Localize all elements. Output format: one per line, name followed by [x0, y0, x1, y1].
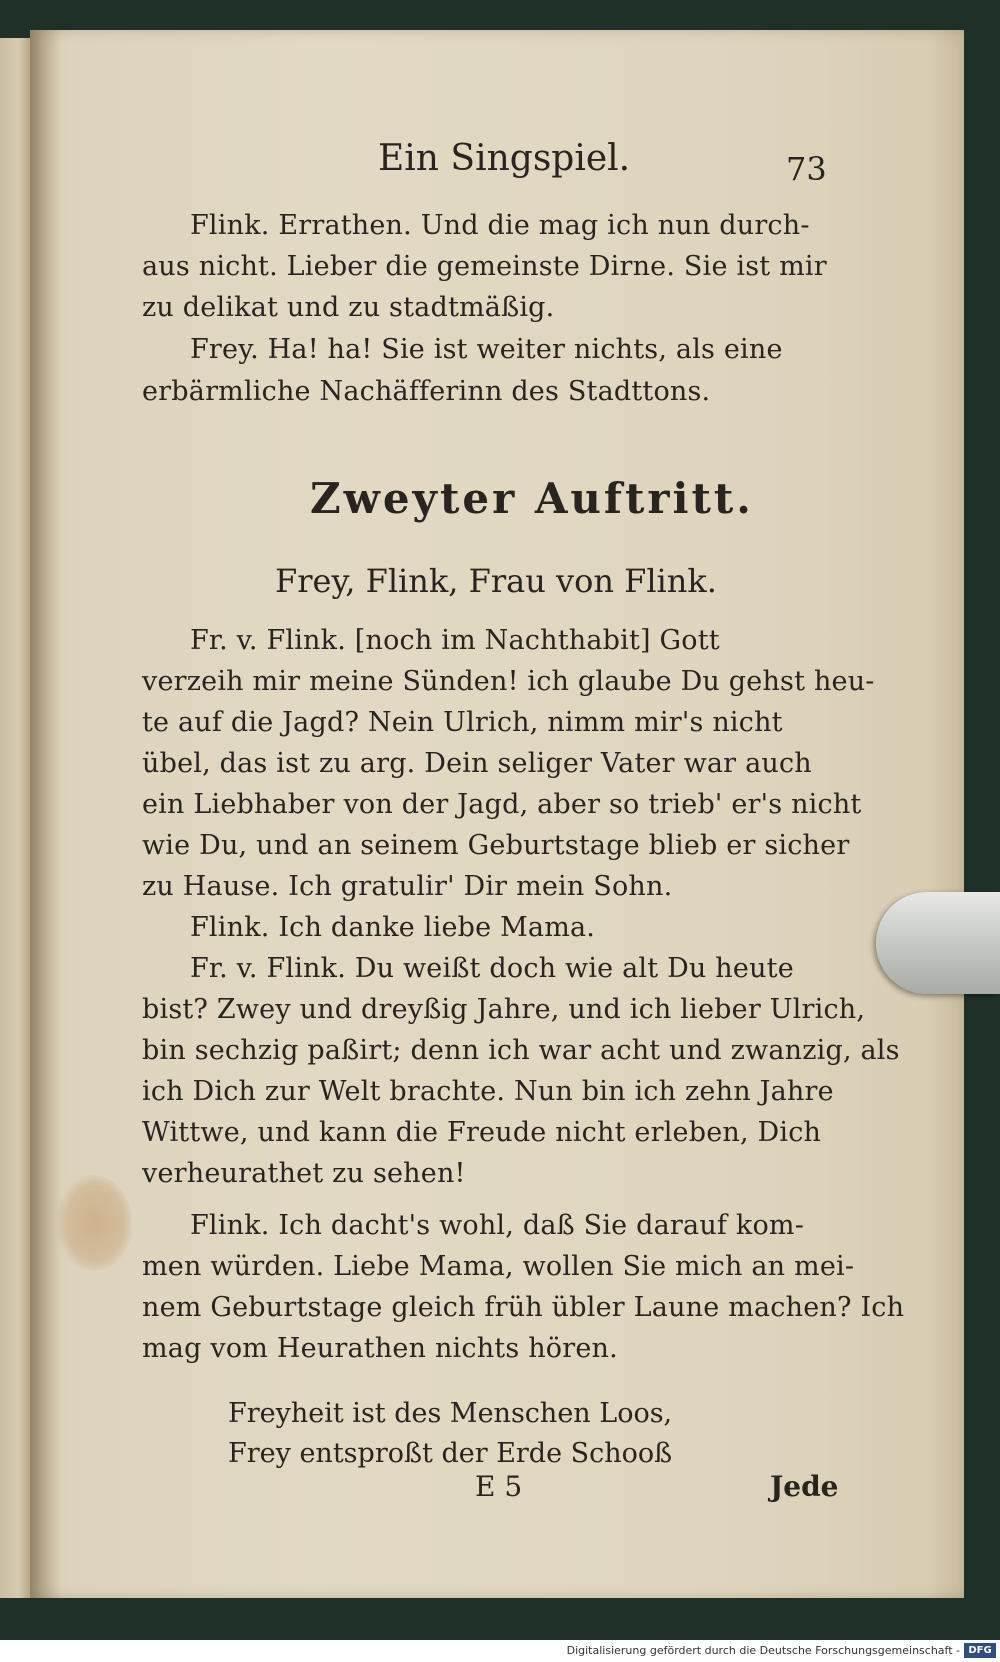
dialogue-line: nem Geburtstage gleich früh übler Laune machen? Ich — [142, 1292, 905, 1323]
dialogue-line: ein Liebhaber von der Jagd, aber so trieb' er's nicht — [142, 789, 862, 820]
dialogue-line: Fr. v. Flink. Du weißt doch wie alt Du heute — [190, 953, 794, 984]
scene-heading: Zweyter Auftritt. — [310, 474, 754, 523]
dialogue-line: mag vom Heurathen nichts hören. — [142, 1333, 618, 1364]
dialogue-line: ich Dich zur Welt brachte. Nun bin ich zehn Jahre — [142, 1076, 834, 1107]
catchword: Jede — [770, 1470, 839, 1503]
verse-line: Freyheit ist des Menschen Loos, — [228, 1398, 673, 1429]
paper-stain — [58, 1175, 132, 1271]
dialogue-line: bin sechzig paßirt; denn ich war acht und zwanzig, als — [142, 1035, 900, 1066]
text-line: Frey. Ha! ha! Sie ist weiter nichts, als eine — [190, 334, 783, 365]
dialogue-line: Fr. v. Flink. [noch im Nachthabit] Gott — [190, 625, 720, 656]
dialogue-line: zu Hause. Ich gratulir' Dir mein Sohn. — [142, 871, 673, 902]
dialogue-line: Flink. Ich dacht's wohl, daß Sie darauf kom- — [190, 1210, 805, 1241]
page-clip — [876, 892, 1000, 994]
signature-mark: E 5 — [475, 1470, 523, 1503]
dialogue-line: Flink. Ich danke liebe Mama. — [190, 912, 596, 943]
text-line: zu delikat und zu stadtmäßig. — [142, 292, 555, 323]
verse-line: Frey entsproßt der Erde Schooß — [228, 1438, 673, 1469]
dialogue-line: wie Du, und an seinem Geburtstage blieb er sicher — [142, 830, 850, 861]
previous-page-edge — [0, 38, 30, 1598]
dialogue-line: men würden. Liebe Mama, wollen Sie mich an mei- — [142, 1251, 855, 1282]
text-line: Flink. Errathen. Und die mag ich nun durch- — [190, 210, 810, 241]
funding-credit: Digitalisierung gefördert durch die Deutsche Forschungsgemeinschaft - — [566, 1644, 960, 1657]
dialogue-line: verheurathet zu sehen! — [142, 1158, 466, 1189]
dialogue-line: verzeih mir meine Sünden! ich glaube Du gehst heu- — [142, 666, 875, 697]
text-line: aus nicht. Lieber die gemeinste Dirne. Sie ist mir — [142, 251, 827, 282]
text-line: erbärmliche Nachäfferinn des Stadttons. — [142, 376, 711, 407]
page-number: 73 — [786, 150, 827, 188]
dialogue-line: Wittwe, und kann die Freude nicht erleben, Dich — [142, 1117, 822, 1148]
dialogue-line: übel, das ist zu arg. Dein seliger Vater war auch — [142, 748, 812, 779]
gutter-shadow — [30, 30, 60, 1598]
scene-cast-list: Frey, Flink, Frau von Flink. — [275, 562, 717, 600]
running-head-title: Ein Singspiel. — [378, 138, 631, 179]
dialogue-line: te auf die Jagd? Nein Ulrich, nimm mir's nicht — [142, 707, 783, 738]
dialogue-line: bist? Zwey und dreyßig Jahre, und ich lieber Ulrich, — [142, 994, 866, 1025]
dfg-logo: DFG — [964, 1643, 996, 1658]
